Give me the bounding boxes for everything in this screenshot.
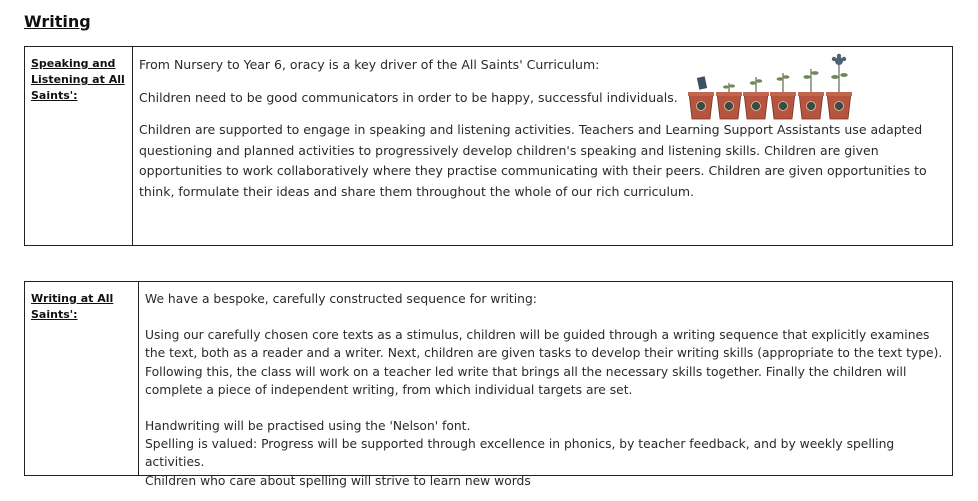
- spelling-line: Spelling is valued: Progress will be supported through excellence in phonics, by teacher feedback, and by weekly spelling activities.: [145, 437, 895, 470]
- label-line: Speaking and: [31, 57, 116, 70]
- handwriting-line: Handwriting will be practised using the 'Nelson' font.: [145, 419, 471, 434]
- page-title: Writing: [24, 12, 91, 31]
- flower-pots-illustration: [687, 53, 859, 121]
- activities-paragraph: Children are supported to engage in speaking and listening activities. Teachers and Learning Support Assistants use adapted questioning and planned activities to progressively develop children's speaking and listening skills. Children are given opportunities to work collaboratively where they practise communicating with their peers. Children are given opportunities to think, formulate their ideas and share them throughout the whole of our rich curriculum.: [139, 122, 927, 199]
- sequence-intro: We have a bespoke, carefully constructed sequence for writing:: [145, 292, 537, 306]
- speaking-listening-table: [24, 46, 953, 246]
- spelling-words-line: Children who care about spelling will strive to learn new words: [145, 473, 531, 488]
- label-line: Saints':: [31, 89, 78, 102]
- label-line: Writing at All: [31, 292, 114, 305]
- writing-label: [25, 282, 139, 475]
- writing-table: [24, 281, 953, 488]
- label-line: Saints':: [31, 308, 78, 321]
- communicators-paragraph: Children need to be good communicators in order to be happy, successful individuals.: [139, 89, 678, 105]
- sequence-paragraph: Using our carefully chosen core texts as a stimulus, children will be guided through a writing sequence that explicitly examines the text, both as a reader and a writer. Next, children are given tasks to develop their writing skills (appropriate to the text type). Following this, the class will work on a teacher led write that brings all the necessary skills together. Finally the children will complete a piece of independent writing, from which individual targets are set.: [145, 328, 943, 397]
- writing-content: [139, 282, 952, 488]
- intro-paragraph: From Nursery to Year 6, oracy is a key driver of the All Saints' Curriculum:: [139, 57, 600, 72]
- label-line: Listening at All: [31, 73, 125, 86]
- speaking-listening-label: [25, 47, 133, 245]
- speaking-listening-content: [133, 47, 952, 245]
